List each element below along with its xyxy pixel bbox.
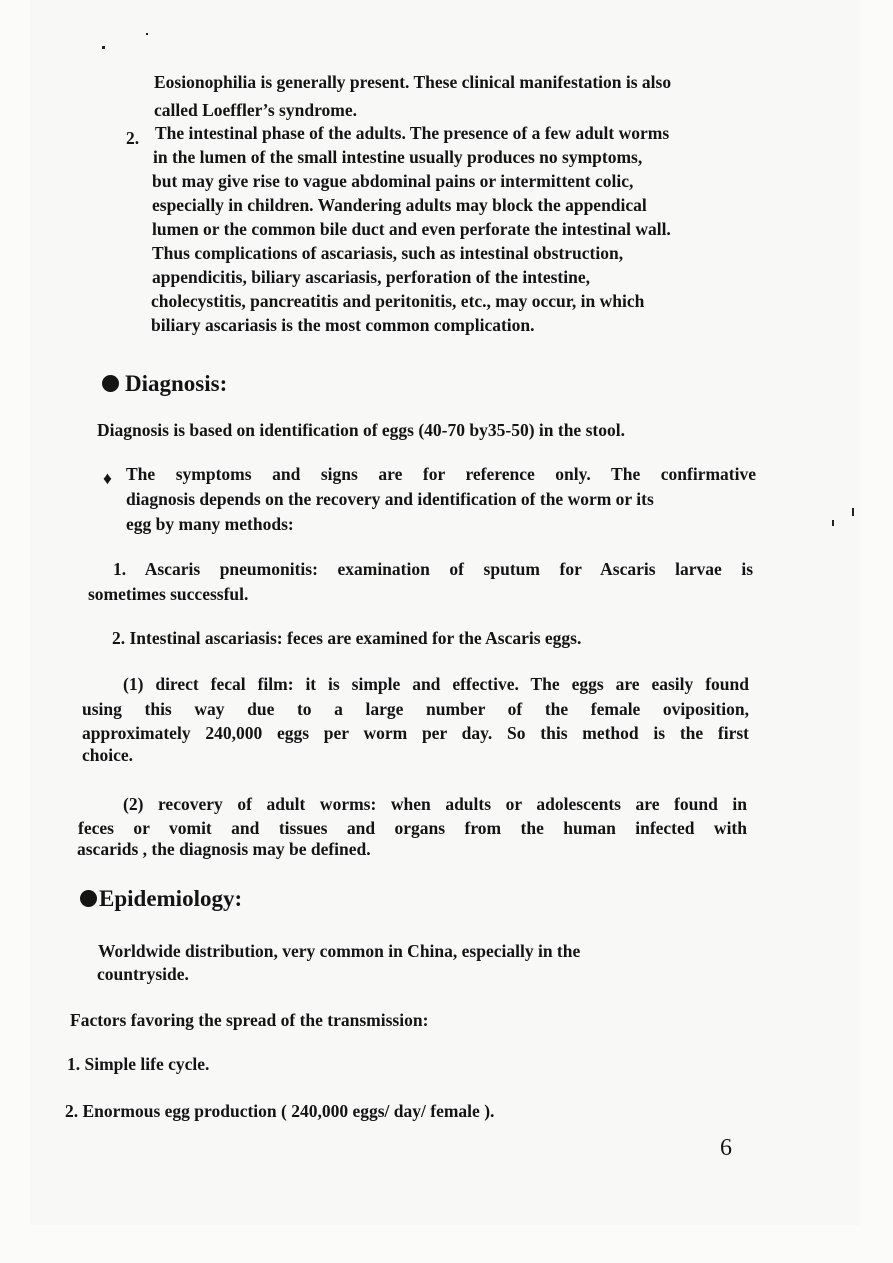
diagnosis-summary: Diagnosis is based on identification of eggs (40-70 by35-50) in the stool. [97, 420, 625, 440]
distribution-line: countryside. [97, 964, 189, 984]
scan-speck [852, 508, 854, 516]
fecal-film-line: using this way due to a large number of the female oviposition, [82, 699, 749, 719]
item2-line: The intestinal phase of the adults. The presence of a few adult worms [155, 123, 670, 143]
adult-recovery-line: feces or vomit and tissues and organs from the human infected with [78, 818, 747, 838]
bullet-line: The symptoms and signs are for reference only. The confirmative [126, 464, 756, 484]
epidemiology-heading-text: Epidemiology: [99, 886, 243, 911]
diamond-bullet-icon: ♦ [103, 468, 112, 488]
item2-line: especially in children. Wandering adults may block the appendical [152, 195, 647, 215]
scan-speck [832, 520, 834, 526]
page-number: 6 [720, 1135, 732, 1161]
method-1-line: sometimes successful. [88, 584, 249, 604]
item2-line: in the lumen of the small intestine usually produces no symptoms, [153, 147, 643, 167]
factor-item: 2. Enormous egg production ( 240,000 eggs/ day/ female ). [65, 1101, 495, 1121]
fecal-film-line: approximately 240,000 eggs per worm per day. So this method is the first [82, 723, 749, 743]
scan-speck [146, 33, 148, 35]
distribution-line: Worldwide distribution, very common in China, especially in the [98, 941, 581, 961]
scan-speck [102, 46, 105, 49]
bullet-line: diagnosis depends on the recovery and identification of the worm or its [126, 489, 654, 509]
item2-line: appendicitis, biliary ascariasis, perforation of the intestine, [152, 267, 590, 287]
adult-recovery-line: (2) recovery of adult worms: when adults or adolescents are found in [123, 794, 747, 814]
item2-line: biliary ascariasis is the most common complication. [151, 315, 535, 335]
factor-item: 1. Simple life cycle. [67, 1054, 210, 1074]
factors-title: Factors favoring the spread of the transmission: [70, 1010, 429, 1030]
intro-line: Eosionophilia is generally present. These clinical manifestation is also [154, 72, 672, 92]
item2-line: Thus complications of ascariasis, such as intestinal obstruction, [152, 243, 624, 263]
diagnosis-heading-text: Diagnosis: [125, 371, 228, 396]
method-1-line: 1. Ascaris pneumonitis: examination of sputum for Ascaris larvae is [113, 559, 753, 579]
fecal-film-line: (1) direct fecal film: it is simple and effective. The eggs are easily found [123, 674, 749, 694]
fecal-film-line: choice. [82, 745, 134, 765]
intro-line: called Loeffler’s syndrome. [154, 100, 357, 120]
item2-line: lumen or the common bile duct and even perforate the intestinal wall. [152, 219, 671, 239]
epidemiology-heading [80, 884, 242, 914]
diagnosis-heading [102, 369, 227, 399]
method-2: 2. Intestinal ascariasis: feces are examined for the Ascaris eggs. [112, 628, 582, 648]
bullet-line: egg by many methods: [126, 514, 294, 534]
bullet-dot-icon [102, 375, 119, 392]
item-number: 2. [126, 128, 140, 148]
item2-line: but may give rise to vague abdominal pains or intermittent colic, [152, 171, 634, 191]
item2-line: cholecystitis, pancreatitis and peritonitis, etc., may occur, in which [151, 291, 645, 311]
bullet-dot-icon [80, 890, 97, 907]
adult-recovery-line: ascarids , the diagnosis may be defined. [77, 839, 371, 859]
